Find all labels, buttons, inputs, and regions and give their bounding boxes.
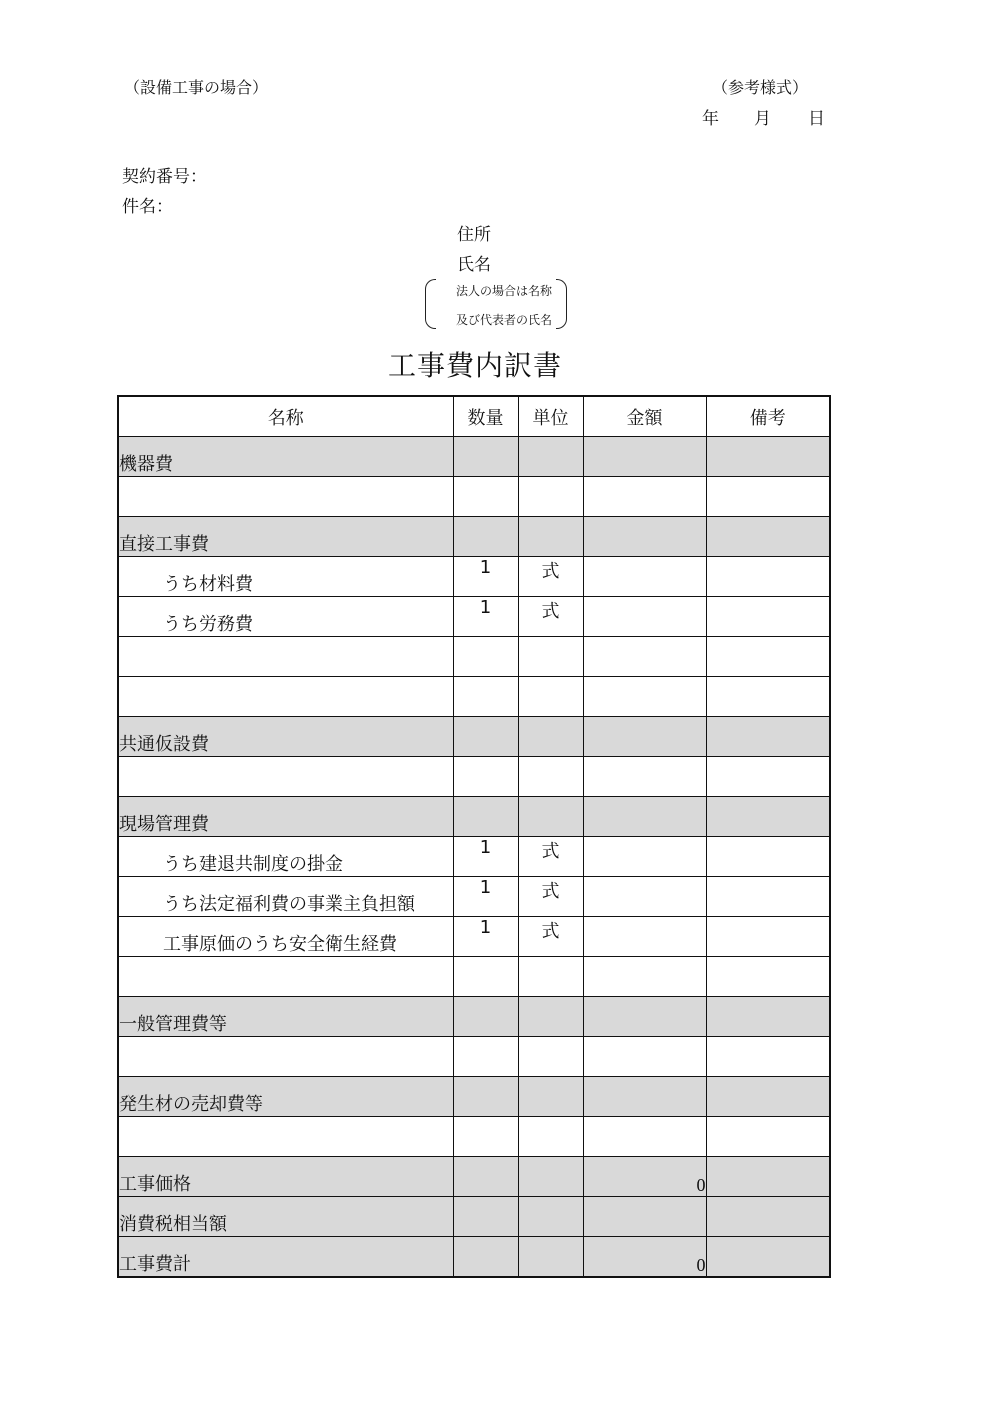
table-row	[118, 1157, 830, 1197]
row-unit[interactable]	[518, 997, 583, 1037]
header-remarks: 備考	[706, 396, 830, 437]
table-row	[118, 877, 830, 917]
row-remarks[interactable]	[706, 1117, 830, 1157]
row-quantity[interactable]	[453, 477, 518, 517]
row-name[interactable]	[118, 637, 453, 677]
row-unit[interactable]	[518, 757, 583, 797]
row-name: 一般管理費等	[118, 997, 453, 1037]
table-row	[118, 477, 830, 517]
table-row	[118, 517, 830, 557]
table-row	[118, 597, 830, 637]
row-amount[interactable]	[583, 1037, 706, 1077]
row-amount[interactable]	[583, 757, 706, 797]
row-amount: 0	[583, 1157, 706, 1197]
row-quantity[interactable]	[453, 997, 518, 1037]
row-quantity	[453, 1197, 518, 1237]
row-quantity[interactable]: 1	[453, 917, 518, 957]
row-remarks[interactable]	[706, 917, 830, 957]
row-amount[interactable]	[583, 597, 706, 637]
row-amount[interactable]	[583, 1117, 706, 1157]
row-name: 発生材の売却費等	[118, 1077, 453, 1117]
row-unit[interactable]	[518, 1037, 583, 1077]
row-unit[interactable]: 式	[518, 597, 583, 637]
row-remarks[interactable]	[706, 1037, 830, 1077]
row-name: 現場管理費	[118, 797, 453, 837]
date-month-label: 月	[754, 109, 771, 129]
header-left-note: （設備工事の場合）	[124, 78, 269, 97]
row-remarks[interactable]	[706, 1237, 830, 1278]
row-unit[interactable]	[518, 1077, 583, 1117]
row-name: 直接工事費	[118, 517, 453, 557]
table-row	[118, 797, 830, 837]
row-unit[interactable]: 式	[518, 557, 583, 597]
header-right-note: （参考様式）	[712, 78, 809, 97]
row-amount[interactable]	[583, 837, 706, 877]
row-name: 機器費	[118, 437, 453, 477]
row-name: 共通仮設費	[118, 717, 453, 757]
table-row	[118, 717, 830, 757]
row-remarks[interactable]	[706, 557, 830, 597]
row-remarks[interactable]	[706, 597, 830, 637]
row-amount[interactable]	[583, 677, 706, 717]
header-unit: 単位	[518, 396, 583, 437]
row-name[interactable]	[118, 477, 453, 517]
row-quantity[interactable]	[453, 517, 518, 557]
row-amount[interactable]	[583, 477, 706, 517]
subject-label: 件名：	[122, 197, 173, 217]
row-quantity[interactable]	[453, 957, 518, 997]
right-bracket	[556, 279, 567, 329]
name-label: 氏名	[457, 255, 491, 275]
row-remarks[interactable]	[706, 757, 830, 797]
row-amount[interactable]	[583, 877, 706, 917]
cost-breakdown-table	[117, 395, 831, 1278]
row-remarks[interactable]	[706, 1157, 830, 1197]
row-unit[interactable]	[518, 717, 583, 757]
row-amount[interactable]	[583, 957, 706, 997]
row-name[interactable]	[118, 1037, 453, 1077]
row-amount: 0	[583, 1237, 706, 1278]
row-name[interactable]	[118, 1117, 453, 1157]
row-quantity[interactable]	[453, 1077, 518, 1117]
row-unit	[518, 1157, 583, 1197]
header-quantity: 数量	[453, 396, 518, 437]
row-unit[interactable]	[518, 797, 583, 837]
row-quantity[interactable]: 1	[453, 837, 518, 877]
row-quantity[interactable]	[453, 757, 518, 797]
row-amount[interactable]	[583, 437, 706, 477]
row-unit[interactable]: 式	[518, 877, 583, 917]
table-row	[118, 757, 830, 797]
table-row	[118, 1117, 830, 1157]
address-label: 住所	[457, 225, 491, 245]
table-row	[118, 677, 830, 717]
row-amount[interactable]	[583, 717, 706, 757]
row-quantity[interactable]	[453, 717, 518, 757]
row-remarks[interactable]	[706, 997, 830, 1037]
row-name: うち法定福利費の事業主負担額	[118, 877, 453, 917]
row-quantity[interactable]	[453, 1037, 518, 1077]
document-title: 工事費内訳書	[388, 349, 563, 382]
row-name: 工事価格	[118, 1157, 453, 1197]
row-name[interactable]	[118, 677, 453, 717]
row-remarks[interactable]	[706, 877, 830, 917]
table-row	[118, 917, 830, 957]
corporate-note-line2: 及び代表者の氏名	[456, 313, 553, 327]
table-row	[118, 1037, 830, 1077]
row-amount[interactable]	[583, 1077, 706, 1117]
row-name: 消費税相当額	[118, 1197, 453, 1237]
row-quantity[interactable]	[453, 677, 518, 717]
table-row	[118, 957, 830, 997]
row-quantity[interactable]	[453, 1117, 518, 1157]
table-row	[118, 1197, 830, 1237]
row-quantity[interactable]	[453, 437, 518, 477]
row-unit[interactable]	[518, 1117, 583, 1157]
row-name[interactable]	[118, 957, 453, 997]
row-unit	[518, 1237, 583, 1278]
row-unit[interactable]	[518, 437, 583, 477]
row-remarks[interactable]	[706, 637, 830, 677]
row-unit[interactable]: 式	[518, 917, 583, 957]
corporate-note-line1: 法人の場合は名称	[456, 284, 553, 298]
row-remarks[interactable]	[706, 477, 830, 517]
row-remarks[interactable]	[706, 437, 830, 477]
left-bracket	[425, 279, 436, 329]
row-amount[interactable]	[583, 637, 706, 677]
row-quantity[interactable]	[453, 637, 518, 677]
row-remarks[interactable]	[706, 717, 830, 757]
row-name: 工事費計	[118, 1237, 453, 1278]
row-name[interactable]	[118, 757, 453, 797]
table-row	[118, 997, 830, 1037]
table-row	[118, 837, 830, 877]
header-name: 名称	[118, 396, 453, 437]
row-unit[interactable]	[518, 477, 583, 517]
row-remarks[interactable]	[706, 797, 830, 837]
row-remarks[interactable]	[706, 837, 830, 877]
row-unit[interactable]: 式	[518, 837, 583, 877]
row-amount[interactable]	[583, 1197, 706, 1237]
row-remarks[interactable]	[706, 677, 830, 717]
table-row	[118, 637, 830, 677]
contract-number-label: 契約番号：	[122, 167, 207, 187]
table-row	[118, 437, 830, 477]
date-year-label: 年	[702, 109, 719, 129]
table-row	[118, 1237, 830, 1278]
row-unit[interactable]	[518, 677, 583, 717]
row-remarks[interactable]	[706, 957, 830, 997]
row-amount[interactable]	[583, 797, 706, 837]
row-unit	[518, 1197, 583, 1237]
row-quantity[interactable]: 1	[453, 557, 518, 597]
row-unit[interactable]	[518, 517, 583, 557]
row-remarks[interactable]	[706, 1197, 830, 1237]
table-row	[118, 1077, 830, 1117]
date-day-label: 日	[808, 109, 825, 129]
row-remarks[interactable]	[706, 1077, 830, 1117]
table-header-row	[118, 396, 830, 437]
row-amount[interactable]	[583, 997, 706, 1037]
row-amount[interactable]	[583, 917, 706, 957]
row-name: うち建退共制度の掛金	[118, 837, 453, 877]
row-name: うち労務費	[118, 597, 453, 637]
row-amount[interactable]	[583, 557, 706, 597]
row-name: 工事原価のうち安全衛生経費	[118, 917, 453, 957]
row-quantity[interactable]: 1	[453, 597, 518, 637]
row-quantity	[453, 1237, 518, 1278]
row-quantity[interactable]: 1	[453, 877, 518, 917]
row-quantity[interactable]	[453, 797, 518, 837]
row-unit[interactable]	[518, 637, 583, 677]
table-row	[118, 557, 830, 597]
row-unit[interactable]	[518, 957, 583, 997]
row-amount[interactable]	[583, 517, 706, 557]
header-amount: 金額	[583, 396, 706, 437]
row-name: うち材料費	[118, 557, 453, 597]
row-quantity	[453, 1157, 518, 1197]
row-remarks[interactable]	[706, 517, 830, 557]
